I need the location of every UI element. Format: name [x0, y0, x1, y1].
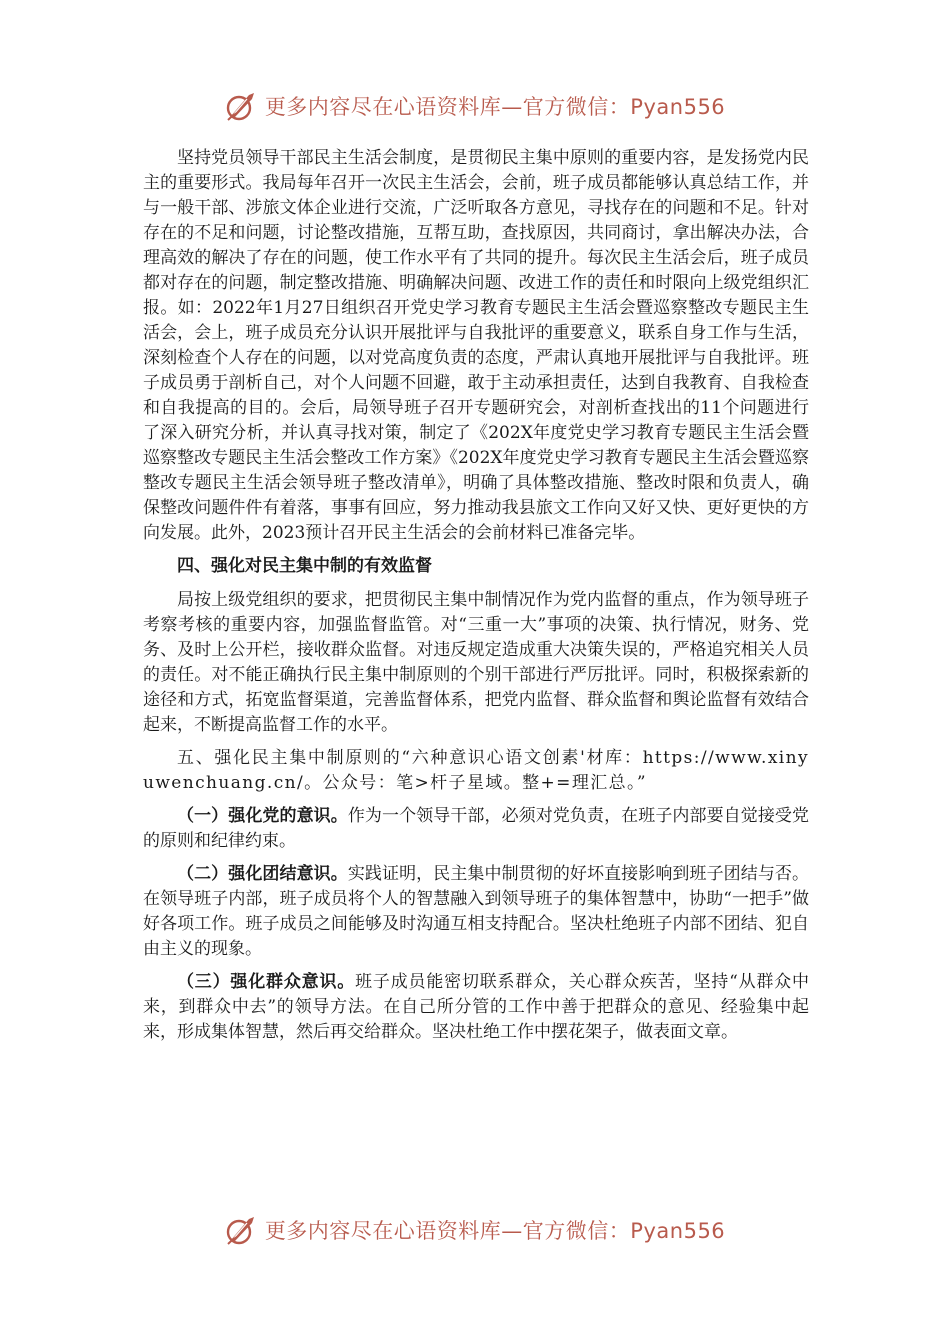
item-unity-awareness — [143, 862, 809, 962]
section-heading-4: 四、强化对民主集中制的有效监督 — [177, 556, 432, 576]
paragraph-democratic-life-meeting: 坚持党员领导干部民主生活会制度，是贯彻民主集中原则的重要内容，是发扬党内民主的重要形式。我局每年召开一次民主生活会，会前，班子成员都能够认真总结工作，并与一般干部、涉旅文体企业进行交流，广泛听取各方意见，寻找存在的问题和不足。针对存在的不足和问题，讨论整改措施，互帮互助，查找原因，共同商讨，拿出解决办法，合理高效的解决了存在的问题，使工作水平有了共同的提升。每次民主生活会后，班子成员都对存在的问题，制定整改措施、明确解决问题、改进工作的责任和时限向上级党组织汇报。如：2022年1月27日组织召开党史学习教育专题民主生活会暨巡察整改专题民主生活会，会上，班子成员充分认识开展批评与自我批评的重要意义，联系自身工作与生活，深刻检查个人存在的问题，以对党高度负责的态度，严肃认真地开展批评与自我批评。班子成员勇于剖析自己，对个人问题不回避，敢于主动承担责任，达到自我教育、自我检查和自我提高的目的。会后，局领导班子召开专题研究会，对剖析查找出的11个问题进行了深入研究分析，并认真寻找对策，制定了《202X年度党史学习教育专题民主生活会暨巡察整改专题民主生活会整改工作方案》《202X年度党史学习教育专题民主生活会暨巡察整改专题民主生活会领导班子整改清单》，明确了具体整改措施、整改时限和负责人，确保整改问题件件有着落，事事有回应，努力推动我县旅文工作向又好又快、更好更快的方向发展。此外，2023预计召开民主生活会的会前材料已准备完毕。 — [143, 148, 809, 543]
item-unity-awareness-lead: （二）强化团结意识。 — [177, 864, 348, 884]
item-party-awareness-lead: （一）强化党的意识。 — [177, 806, 348, 826]
footer-banner — [0, 1210, 950, 1250]
paragraph-supervision: 局按上级党组织的要求，把贯彻民主集中制情况作为党内监督的重点，作为领导班子考察考核的重要内容，加强监督监管。对“三重一大”事项的决策、执行情况，财务、党务、及时上公开栏，接收群众监督。对违反规定造成重大决策失误的，严格追究相关人员的责任。对不能正确执行民主集中制原则的个别干部进行严厉批评。同时，积极探索新的途径和方式，拓宽监督渠道，完善监督体系，把党内监督、群众监督和舆论监督有效结合起来，不断提高监督工作的水平。 — [143, 590, 809, 735]
item-unity-awareness-text: 实践证明，民主集中制贯彻的好坏直接影响到班子团结与否。在领导班子内部，班子成员将个人的智慧融入到领导班子的集体智慧中，协助“一把手”做好各项工作。班子成员之间能够及时沟通互相支持配合。坚决杜绝班子内部不团结、犯自由主义的现象。 — [143, 864, 810, 959]
quill-logo-icon — [225, 89, 259, 123]
item-party-awareness — [143, 804, 809, 854]
header-banner — [0, 86, 950, 126]
item-mass-awareness-text: 班子成员能密切联系群众，关心群众疾苦，坚持“从群众中来，到群众中去”的领导方法。在自己所分管的工作中善于把群众的意见、经验集中起来，形成集体智慧，然后再交给群众。坚决杜绝工作中摆花架子，做表面文章。 — [143, 972, 809, 1042]
document-body — [143, 146, 809, 1053]
footer-banner-text: 更多内容尽在心语资料库—官方微信：Pyan556 — [264, 1219, 726, 1243]
item-mass-awareness — [143, 970, 809, 1045]
quill-logo-icon — [225, 1213, 259, 1247]
item-party-awareness-text: 作为一个领导干部，必须对党负责，在班子内部要自觉接受党的原则和纪律约束。 — [143, 806, 810, 851]
header-banner-text: 更多内容尽在心语资料库—官方微信：Pyan556 — [264, 95, 726, 119]
section-heading-5: 五、强化民主集中制原则的“六种意识心语文创素'材库：https://www.xinyuwenchuang.cn/。公众号：笔>杆子星域。整+=理汇总。” — [143, 748, 809, 793]
item-mass-awareness-lead: （三）强化群众意识。 — [177, 972, 356, 992]
